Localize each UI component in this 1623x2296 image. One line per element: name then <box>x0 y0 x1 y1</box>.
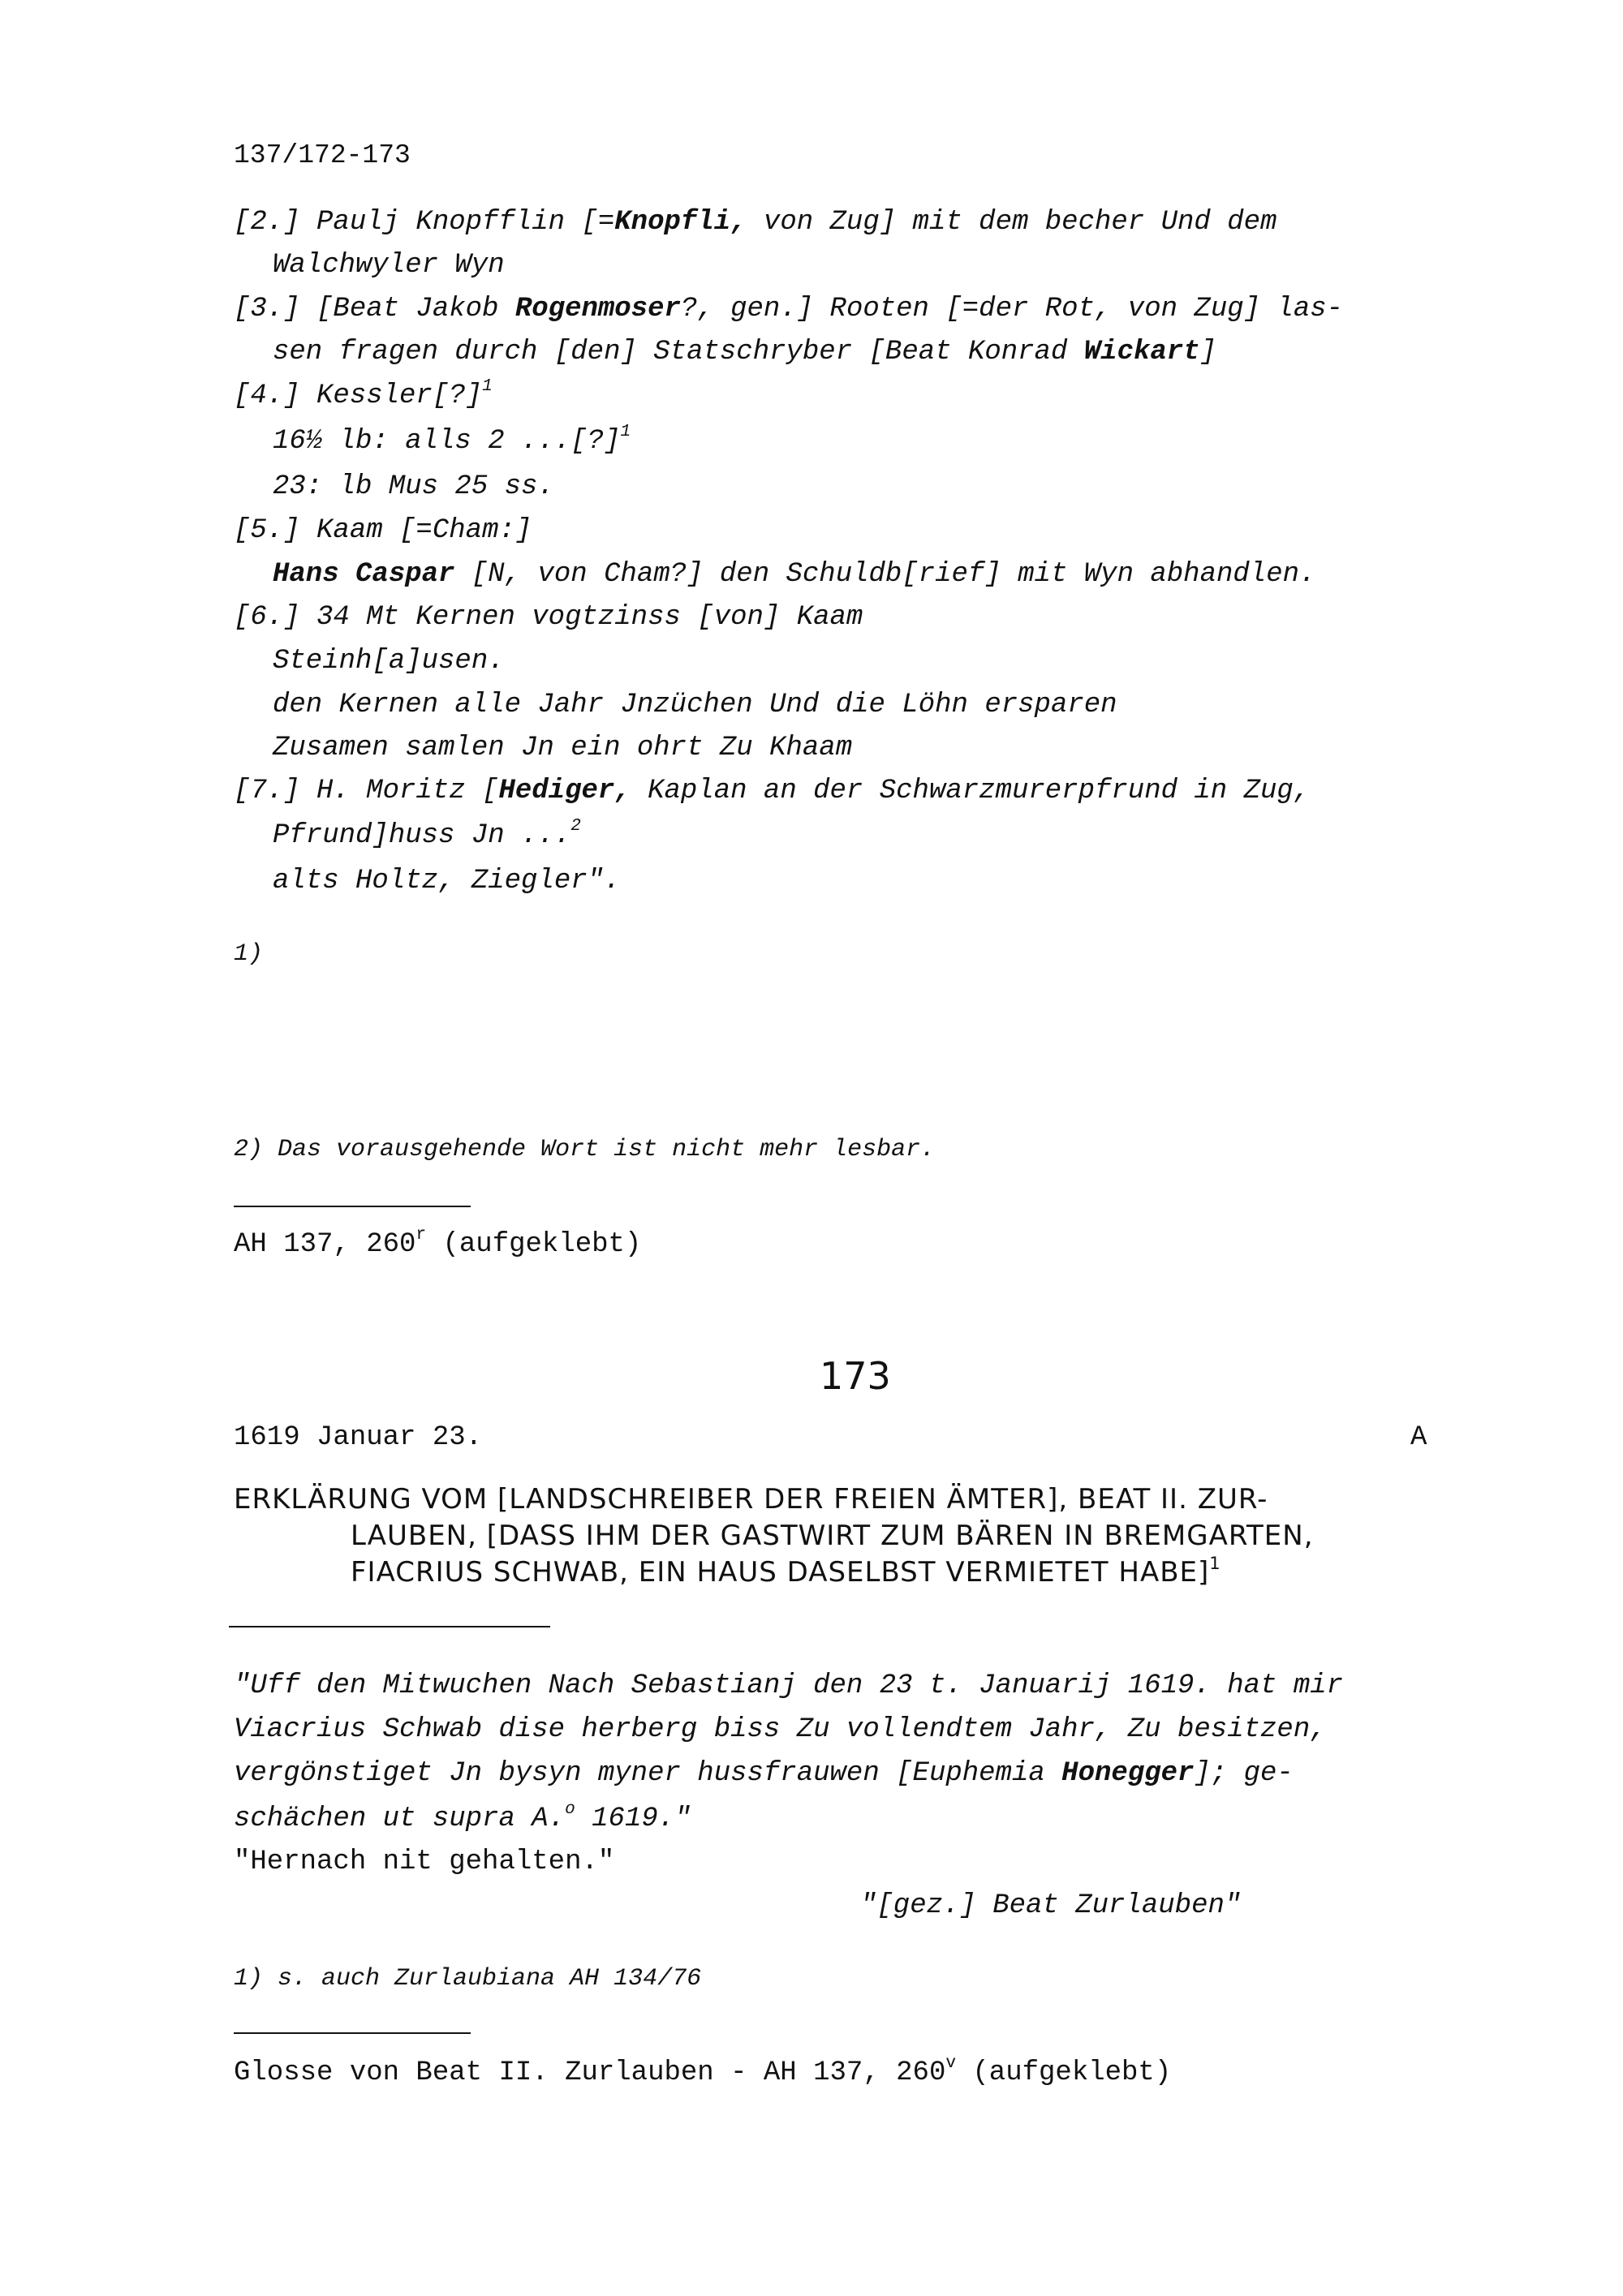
quote-line-4 <box>234 1799 691 1835</box>
quote-text: vergönstiget Jn bysyn myner hussfrauwen [Euphemia <box>234 1758 1062 1789</box>
entry-4-line-3: 23: lb Mus 25 ss. <box>273 471 554 502</box>
entry-text: Kaplan an der Schwarzmurerpfrund in Zug, <box>631 776 1311 806</box>
entry-text: [3.] [Beat Jakob <box>234 294 515 325</box>
quote-text: schächen ut supra A. <box>234 1804 566 1834</box>
document-title-line-3 <box>351 1554 1221 1591</box>
source-divider <box>234 2032 471 2034</box>
entry-text: ?, gen.] Rooten [=der Rot, von Zug] las- <box>680 294 1344 325</box>
entry-text: 16½ lb: alls 2 ...[?] <box>273 426 621 457</box>
entry-text: sen fragen durch [den] Statschryber [Beat Konrad <box>273 337 1084 368</box>
entry-7-line-2 <box>273 815 581 852</box>
footnote-marker: 2 <box>570 815 581 836</box>
source-text: (aufgeklebt) <box>426 1229 642 1260</box>
entry-text: [2.] Paulj Knopfflin [= <box>234 207 615 238</box>
folio-side: v <box>945 2053 956 2073</box>
document-date: 1619 Januar 23. <box>234 1422 483 1453</box>
footnote-marker: 1 <box>620 421 631 441</box>
footnote-marker: 1 <box>1209 1552 1221 1573</box>
quote-line-3 <box>234 1757 1294 1790</box>
entry-text: [7.] H. Moritz [ <box>234 776 499 806</box>
entry-text: [N, von Cham?] den Schuldb[rief] mit Wyn abhandlen. <box>454 559 1316 590</box>
entry-3 <box>234 293 1343 325</box>
footnote-1: 1) <box>234 940 264 968</box>
entry-6-line-4: Zusamen samlen Jn ein ohrt Zu Khaam <box>273 733 853 763</box>
quote-line-1: "Uff den Mitwuchen Nach Sebastianj den 23 t. Januarij 1619. hat mir <box>234 1670 1344 1701</box>
footnote-marker: 1 <box>482 376 493 396</box>
quote-text: ]; ge- <box>1194 1758 1294 1789</box>
person-name: Hediger, <box>498 776 631 806</box>
entry-6: [6.] 34 Mt Kernen vogtzinss [von] Kaam <box>234 602 863 633</box>
entry-text: [4.] Kessler[?] <box>234 381 483 411</box>
source-divider <box>234 1206 471 1207</box>
source-text: (aufgeklebt) <box>956 2057 1172 2088</box>
entry-text: Pfrund]huss Jn ... <box>273 820 571 851</box>
document-number: 173 <box>820 1354 891 1398</box>
entry-3-continued <box>273 336 1216 368</box>
source-note <box>234 1224 642 1261</box>
source-text: AH 137, 260 <box>234 1229 416 1260</box>
signature: "[gez.] Beat Zurlauben" <box>860 1890 1242 1921</box>
title-text: FIACRIUS SCHWAB, EIN HAUS DASELBST VERMIETET HABE] <box>351 1556 1210 1589</box>
entry-4 <box>234 376 493 412</box>
quote-line-2: Viacrius Schwab dise herberg biss Zu vollendtem Jahr, Zu besitzen, <box>234 1714 1327 1745</box>
document-type: A <box>1410 1422 1427 1453</box>
person-name: Wickart <box>1083 337 1200 368</box>
entry-2-continued: Walchwyler Wyn <box>273 250 505 281</box>
quote-text: 1619." <box>575 1804 691 1834</box>
entry-6-line-3: den Kernen alle Jahr Jnzüchen Und die Löhn ersparen <box>273 690 1117 720</box>
person-name: Honegger <box>1061 1758 1195 1789</box>
footnote-2: 2) Das vorausgehende Wort ist nicht mehr lesbar. <box>234 1136 936 1163</box>
document-title-line-2: LAUBEN, [DASS IHM DER GASTWIRT ZUM BÄREN IN BREMGARTEN, <box>351 1520 1314 1552</box>
person-name: Knopfli, <box>614 207 747 238</box>
entry-7-line-3: alts Holtz, Ziegler". <box>273 866 621 896</box>
entry-4-line-2 <box>273 421 631 458</box>
person-name: Rogenmoser <box>514 294 681 325</box>
folio-side: r <box>415 1224 427 1245</box>
entry-6-line-2: Steinh[a]usen. <box>273 646 505 677</box>
entry-text: von Zug] mit dem becher Und dem <box>747 207 1277 238</box>
entry-5-line-2 <box>273 558 1315 591</box>
entry-7 <box>234 775 1310 807</box>
source-note <box>234 2053 1172 2089</box>
title-divider <box>229 1626 550 1627</box>
page-reference: 137/172-173 <box>234 140 411 170</box>
superscript: o <box>565 1799 575 1819</box>
entry-2 <box>234 206 1276 239</box>
entry-text: ] <box>1199 337 1216 368</box>
footnote-1: 1) s. auch Zurlaubiana AH 134/76 <box>234 1965 702 1993</box>
source-text: Glosse von Beat II. Zurlauben - AH 137, 260 <box>234 2057 946 2088</box>
person-name: Hans Caspar <box>273 559 455 590</box>
document-title-line-1: ERKLÄRUNG VOM [LANDSCHREIBER DER FREIEN ÄMTER], BEAT II. ZUR- <box>234 1483 1268 1516</box>
entry-5: [5.] Kaam [=Cham:] <box>234 515 532 546</box>
quote-line-5: "Hernach nit gehalten." <box>234 1847 615 1877</box>
